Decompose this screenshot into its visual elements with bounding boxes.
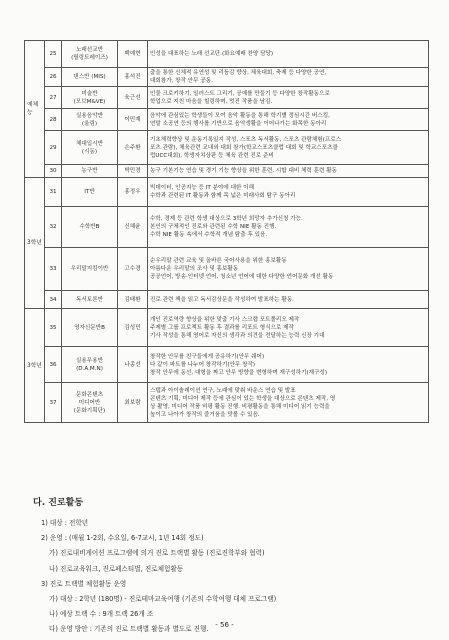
club-name-line: 독서토론반 xyxy=(75,296,104,303)
plan-line: 나) 예상 트랙 수 : 9개 트랙 26개 조 xyxy=(49,610,154,619)
page-number: - 56 - xyxy=(215,621,234,629)
table-row xyxy=(25,109,429,131)
table-row xyxy=(25,347,429,383)
plan-line: 1) 대상 : 전학년 xyxy=(41,519,89,527)
row-number: 37 xyxy=(45,383,62,423)
description-line: 콘텐츠 기획, 미디어 제작 등에 관심이 있는 학생을 대상으로 콘텐츠 제작, 영 xyxy=(150,395,336,402)
club-name-line: IT반 xyxy=(84,189,95,196)
row-number: 28 xyxy=(45,109,62,131)
table-row xyxy=(25,383,429,423)
description-cell xyxy=(148,165,429,178)
club-name-cell xyxy=(62,309,118,347)
description-line: 아름다운 우리말의 조사 및 홍보활동 xyxy=(150,266,239,273)
description-line: 본인의 구체적인 진로와 관련된 수학 NIE 활동 진행. xyxy=(150,224,277,231)
teacher-cell: 박민경 xyxy=(118,165,148,178)
teacher-cell: 백예현 xyxy=(118,41,148,68)
club-name-cell xyxy=(62,41,118,68)
description-line: 대회참가, 창작 안무 공동. xyxy=(150,78,213,85)
description-line: 포츠 관람), 체육관련 교내외 대회 참가(학교스포츠클럽 대회 및 학교스포츠클 xyxy=(150,144,338,151)
club-name-line: 실용음악반 xyxy=(75,112,104,119)
plan-line: 가) 진로내비게이션 프로그램에 의거 진로 트랙별 활동 (진로진학부와 협력) xyxy=(49,549,265,558)
description-cell xyxy=(148,383,429,423)
description-line: 럽UCC대회), 학생자치상판 등 체육 관련 진로 준비 xyxy=(150,152,274,159)
row-number: 34 xyxy=(45,291,62,309)
teacher-cell: 나종선 xyxy=(118,347,148,383)
description-line: 주제별 그룹 프로젝트 활동 후 결과를 리포트 형식으로 제작 xyxy=(150,324,294,331)
club-name-line: 미술반 xyxy=(81,90,98,97)
table-row xyxy=(25,248,429,291)
club-name-line: 체대입시반 xyxy=(75,140,104,147)
description-cell xyxy=(148,41,429,68)
table-row xyxy=(25,165,429,178)
description-cell xyxy=(148,309,429,347)
description-cell xyxy=(148,131,429,165)
plan-line: 2) 운영 : (매월 1-2회, 수요일, 6-7교시, 1년 14회 정도) xyxy=(41,534,204,543)
row-number: 26 xyxy=(45,68,62,87)
club-name-cell xyxy=(62,87,118,109)
description-cell xyxy=(148,87,429,109)
teacher-cell: 신혜윤 xyxy=(118,207,148,248)
description-cell xyxy=(148,347,429,383)
description-cell xyxy=(148,291,429,309)
row-number: 35 xyxy=(45,309,62,347)
club-name-cell xyxy=(62,291,118,309)
plan-line: 3) 진로 트랙별 체험활동 운영 xyxy=(41,579,127,588)
plan-line: 다) 운영 방안 : 기존의 진로 트랙별 활동과 별도로 진행. xyxy=(49,625,209,634)
club-name-cell xyxy=(62,207,118,248)
description-cell xyxy=(148,178,429,207)
description-line: 기초체력향상 및 운동기록일지 작성, 스포츠 독서활동, 스포츠 관람체험(프로스 xyxy=(150,136,342,143)
club-name-cell xyxy=(62,109,118,131)
description-line: 창작한 안무를 친구들에게 공유하기(안무 쉐어) xyxy=(150,353,265,360)
row-number: 25 xyxy=(45,41,62,68)
club-name-line: 실용무용반 xyxy=(75,357,104,364)
description-line: 다 같이 파트를 나누어 창작하기(안무 창작) xyxy=(150,361,256,368)
club-name-line: (릴링트레이즈) xyxy=(71,55,108,61)
club-name-line: 영자신문반B xyxy=(74,324,105,331)
plan-line: 가) 대상 : 2학년 (180명) - 진로테마교육여행 (기존의 수학여행 대체 프로그램) xyxy=(49,595,277,604)
teacher-cell: 김성민 xyxy=(118,309,148,347)
club-name-line: 문화콘텐츠 xyxy=(75,391,104,398)
row-number: 30 xyxy=(45,165,62,178)
teacher-cell: 고수경 xyxy=(118,248,148,291)
career-activity-plan xyxy=(39,516,429,638)
description-line: 수학 NIE 활동 속에서 수학적 개념 탐출 후 있음. xyxy=(150,232,268,239)
description-line: 연말 소공연 등의 행사를 기반으로 음악생활을 이어나가는 화목한 동아리 xyxy=(150,120,327,127)
row-number: 33 xyxy=(45,248,62,291)
description-line: 춤을 통한 신체적 유연성 및 리듬감 향상, 체육대회, 축제 등 다양한 공연, xyxy=(150,70,327,76)
club-name-line: (D.A.M.N) xyxy=(76,365,103,372)
category-cell: 3학년 xyxy=(25,309,45,423)
description-line: 음악에 관심있는 학생들이 모여 음악 활동을 통해 학기별 정심시간 버스킹, xyxy=(150,112,330,119)
description-line: 수학과 관련된 IT 활동과 함께 목 넓은 미래사회 탐구 동아리 xyxy=(150,193,296,200)
teacher-cell: 최보람 xyxy=(118,383,148,423)
description-line: 공공언어, 방송·인터넷 언어, 청소년 언어에 대한 다양한 언어문화 개선 활동 xyxy=(150,274,334,281)
club-name-line: 미디어반 xyxy=(78,399,101,406)
club-name-line: 노래선교반 xyxy=(75,46,104,53)
description-cell xyxy=(148,109,429,131)
table-row xyxy=(25,68,429,87)
description-line: 스탭과 아이솔레이션 연구, 노래에 맞춰 바운스 연습 및 발표 xyxy=(150,387,296,394)
club-name-cell xyxy=(62,347,118,383)
club-table xyxy=(24,40,429,423)
row-number: 31 xyxy=(45,178,62,207)
category-cell: 3학년 xyxy=(25,178,45,309)
teacher-cell: 홍정우 xyxy=(118,178,148,207)
description-line: 빅데이터, 인공지능 등 IT 분야에 대한 이해 xyxy=(150,185,254,192)
club-name-line: (울림) xyxy=(81,120,98,127)
description-cell xyxy=(148,248,429,291)
description-line: 창작 안무에 동선, 대형을 짜고 안무 방향을 변형하며 재구성하기(재구성) xyxy=(150,369,328,376)
club-name-line: (문화기획단) xyxy=(73,407,106,414)
description-line: 순우리말 관련 교육 및 올바른 국어사용을 위한 홍보활동 xyxy=(150,258,287,265)
description-line: 인성을 대표하는 노래 선교단.(화요예배 찬양 담당) xyxy=(150,50,274,57)
club-name-cell xyxy=(62,68,118,87)
club-name-line: 우리말지킴이반 xyxy=(70,266,109,273)
club-name-line: (모브M&VE) xyxy=(73,98,106,105)
row-number: 29 xyxy=(45,131,62,165)
description-line: 인물 크로키하기, 일러스트 그리기, 공예를 만들기 등 다양한 창작활동으로 xyxy=(150,90,330,97)
description-line: 개인 진로역량 향상을 위한 맞춤 기사 스크랩 포트폴리오 제작 xyxy=(150,316,300,323)
teacher-cell: 육근선 xyxy=(118,87,148,109)
teacher-cell: 손주환 xyxy=(118,131,148,165)
club-name-cell xyxy=(62,131,118,165)
club-name-line: 수학반B xyxy=(79,224,100,231)
description-line: 높이고 나아가 창작의 즐거움을 맛볼 수 있음. xyxy=(150,411,260,418)
category-cell: 예체능 xyxy=(25,41,45,178)
club-name-line: 댄스반 (MIS) xyxy=(73,74,106,81)
table-row xyxy=(25,291,429,309)
section-title: 다. 진로활동 xyxy=(33,498,84,508)
club-name-line: 농구반 xyxy=(81,168,98,175)
description-line: 수학, 경제 등 관련 학생 대상으로 3학년 희망자 추가신청 가능. xyxy=(150,216,303,223)
description-line: 상 촬영, 미디어 작품 비평 활동 진행. 비평활동을 통해 미디어 읽기 능력을 xyxy=(150,403,330,410)
row-number: 32 xyxy=(45,207,62,248)
row-number: 27 xyxy=(45,87,62,109)
teacher-cell: 김태환 xyxy=(118,291,148,309)
description-line: 농구 기본기능 연습 및 경기 기능 향상을 위한 훈련, 시합 대비 체력 훈련 활동 xyxy=(150,168,338,175)
table-row xyxy=(25,309,429,347)
plan-line: 나) 진로교육워크, 진로페스티벌, 진로체험활동 xyxy=(49,564,184,573)
row-number: 36 xyxy=(45,347,62,383)
description-line: 진로 관련 책을 읽고 독서감상문을 작성하여 발표하는 활동. xyxy=(150,296,294,303)
table-row xyxy=(25,41,429,68)
club-name-cell xyxy=(62,383,118,423)
description-cell xyxy=(148,207,429,248)
table-row xyxy=(25,131,429,165)
description-line: 학업으로 지친 마음을 힐링하며, 멋진 작품을 남김. xyxy=(150,98,273,105)
description-line: 기사 작성을 통해 영어로 자신의 생각과 의견을 전달하는 능력 신장 기대 xyxy=(150,332,325,339)
teacher-cell: 홍석진 xyxy=(118,68,148,87)
table-row xyxy=(25,207,429,248)
club-name-cell xyxy=(62,248,118,291)
club-name-cell xyxy=(62,178,118,207)
teacher-cell: 이민재 xyxy=(118,109,148,131)
club-name-cell xyxy=(62,165,118,178)
table-row xyxy=(25,87,429,109)
club-name-line: (시동) xyxy=(81,148,98,155)
description-cell xyxy=(148,68,429,87)
table-row xyxy=(25,178,429,207)
